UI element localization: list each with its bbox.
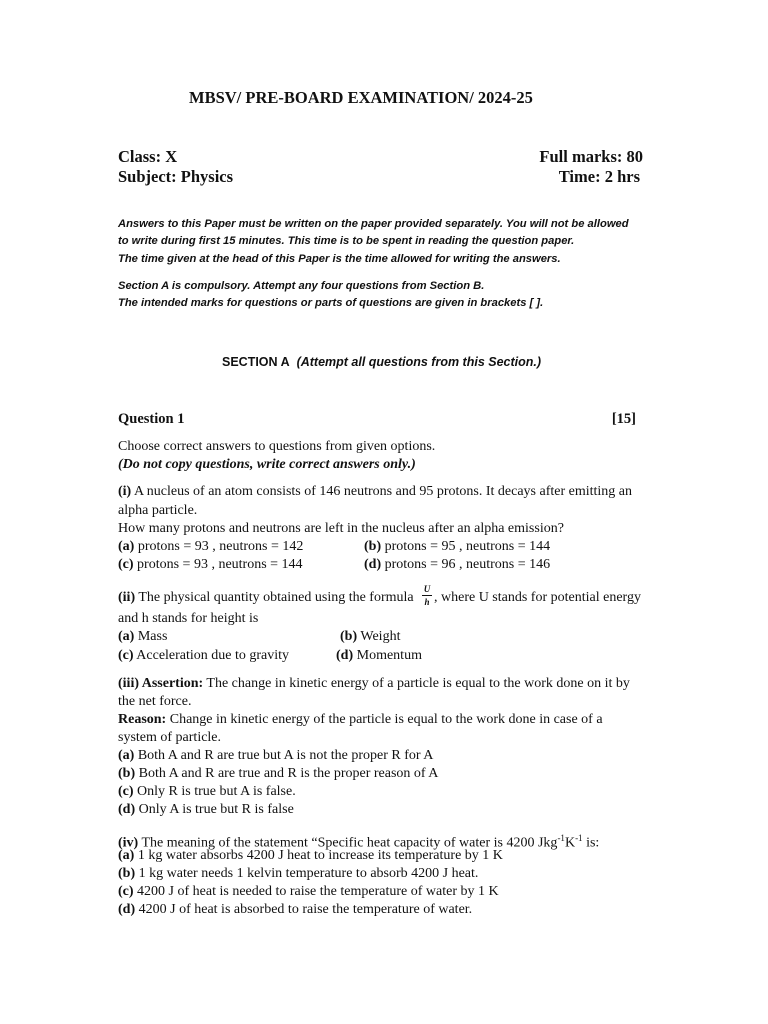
superscript: -1 <box>557 833 565 843</box>
option-c <box>118 783 296 801</box>
section-heading <box>222 355 541 369</box>
option-d <box>336 647 422 665</box>
option-key: (b) <box>118 766 136 781</box>
section-name: SECTION A <box>222 355 290 369</box>
option-text: Both A and R are true and R is the proper reason of A <box>135 766 439 781</box>
option-text: Momentum <box>353 648 422 663</box>
option-key: (b) <box>364 539 382 554</box>
option-c <box>118 883 499 901</box>
assertion-label: Assertion: <box>139 676 204 691</box>
option-a <box>118 538 303 556</box>
option-text: protons = 96 , neutrons = 146 <box>381 557 551 572</box>
option-a <box>118 847 503 865</box>
option-text: protons = 93 , neutrons = 142 <box>134 539 304 554</box>
option-text: 4200 J of heat is absorbed to raise the temperature of water. <box>135 902 473 917</box>
option-c <box>118 556 303 574</box>
subquestion-number: (iv) <box>118 835 139 851</box>
superscript: -1 <box>575 833 583 843</box>
instruction-line: to write during first 15 minutes. This time is to be spent in reading the question paper. <box>118 235 575 247</box>
fraction-denominator: h <box>424 597 430 607</box>
option-key: (a) <box>118 848 135 863</box>
option-key: (c) <box>118 557 134 572</box>
subquestion-text: How many protons and neutrons are left in the nucleus after an alpha emission? <box>118 521 564 536</box>
section-note: (Attempt all questions from this Section.) <box>296 355 542 369</box>
option-key: (b) <box>118 866 136 881</box>
option-text: 1 kg water needs 1 kelvin temperature to absorb 4200 J heat. <box>135 866 479 881</box>
instruction-line: Answers to this Paper must be written on the paper provided separately. You will not be allowed <box>118 218 629 230</box>
subquestion-text: is: <box>582 835 600 851</box>
subquestion-ii <box>118 589 414 607</box>
fraction-numerator: U <box>423 584 431 594</box>
reason-text: system of particle. <box>118 730 222 745</box>
class-label: Class: X <box>118 147 178 166</box>
option-text: protons = 95 , neutrons = 144 <box>381 539 551 554</box>
option-key: (d) <box>336 648 354 663</box>
option-text: Both A and R are true but A is not the proper R for A <box>134 748 434 763</box>
question-intro: Choose correct answers to questions from given options. <box>118 439 436 454</box>
subquestion-number: (ii) <box>118 590 136 605</box>
subquestion-number: (i) <box>118 484 132 499</box>
time-label: Time: 2 hrs <box>558 167 640 186</box>
unit-k: K <box>564 835 576 851</box>
subquestion-iii <box>118 675 630 693</box>
instruction-line: Section A is compulsory. Attempt any four questions from Section B. <box>118 280 485 292</box>
option-key: (a) <box>118 748 135 763</box>
assertion-text: the net force. <box>118 694 192 709</box>
question-marks: [15] <box>611 411 636 427</box>
option-d <box>118 801 294 819</box>
subquestion-text: A nucleus of an atom consists of 146 neutrons and 95 protons. It decays after emitting an <box>131 484 633 499</box>
option-text: Only R is true but A is false. <box>133 784 296 799</box>
option-key: (a) <box>118 629 135 644</box>
formula-fraction <box>422 584 432 607</box>
option-key: (c) <box>118 884 134 899</box>
question-intro-note: (Do not copy questions, write correct answers only.) <box>118 457 416 472</box>
option-key: (d) <box>118 802 136 817</box>
full-marks-label: Full marks: 80 <box>539 147 643 166</box>
option-b <box>118 865 478 883</box>
subquestion-text: , where U stands for potential energy <box>434 590 641 605</box>
option-d <box>118 901 472 919</box>
option-text: Weight <box>357 629 401 644</box>
option-text: 1 kg water absorbs 4200 J heat to increase its temperature by 1 K <box>134 848 503 863</box>
subquestion-text: and h stands for height is <box>118 611 259 626</box>
instruction-line: The intended marks for questions or parts of questions are given in brackets [ ]. <box>118 297 544 309</box>
option-text: protons = 93 , neutrons = 144 <box>133 557 303 572</box>
subquestion-i <box>118 483 632 501</box>
reason-line <box>118 711 603 729</box>
option-d <box>364 556 550 574</box>
option-key: (c) <box>118 648 134 663</box>
option-key: (d) <box>118 902 136 917</box>
option-c <box>118 647 289 665</box>
assertion-text: The change in kinetic energy of a particle is equal to the work done on it by <box>203 676 630 691</box>
option-a <box>118 747 433 765</box>
paper-title: MBSV/ PRE-BOARD EXAMINATION/ 2024-25 <box>189 88 533 107</box>
option-a <box>118 628 167 646</box>
fraction-bar <box>422 595 432 596</box>
question-label: Question 1 <box>118 411 185 427</box>
option-text: Acceleration due to gravity <box>133 648 290 663</box>
subquestion-text: The meaning of the statement “Specific heat capacity of water is 4200 Jkg <box>138 835 558 851</box>
option-text: 4200 J of heat is needed to raise the temperature of water by 1 K <box>133 884 499 899</box>
subquestion-number: (iii) <box>118 676 139 691</box>
subquestion-text: alpha particle. <box>118 503 198 518</box>
option-key: (a) <box>118 539 135 554</box>
option-key: (c) <box>118 784 134 799</box>
subject-label: Subject: Physics <box>118 167 234 186</box>
reason-text: Change in kinetic energy of the particle is equal to the work done in case of a <box>166 712 603 727</box>
option-key: (d) <box>364 557 382 572</box>
instruction-line: The time given at the head of this Paper is the time allowed for writing the answers. <box>118 253 561 265</box>
option-text: Mass <box>134 629 168 644</box>
option-text: Only A is true but R is false <box>135 802 294 817</box>
reason-label: Reason: <box>118 712 167 727</box>
subquestion-text: The physical quantity obtained using the formula <box>135 590 414 605</box>
option-b <box>340 628 400 646</box>
option-key: (b) <box>340 629 358 644</box>
option-b <box>118 765 438 783</box>
option-b <box>364 538 550 556</box>
